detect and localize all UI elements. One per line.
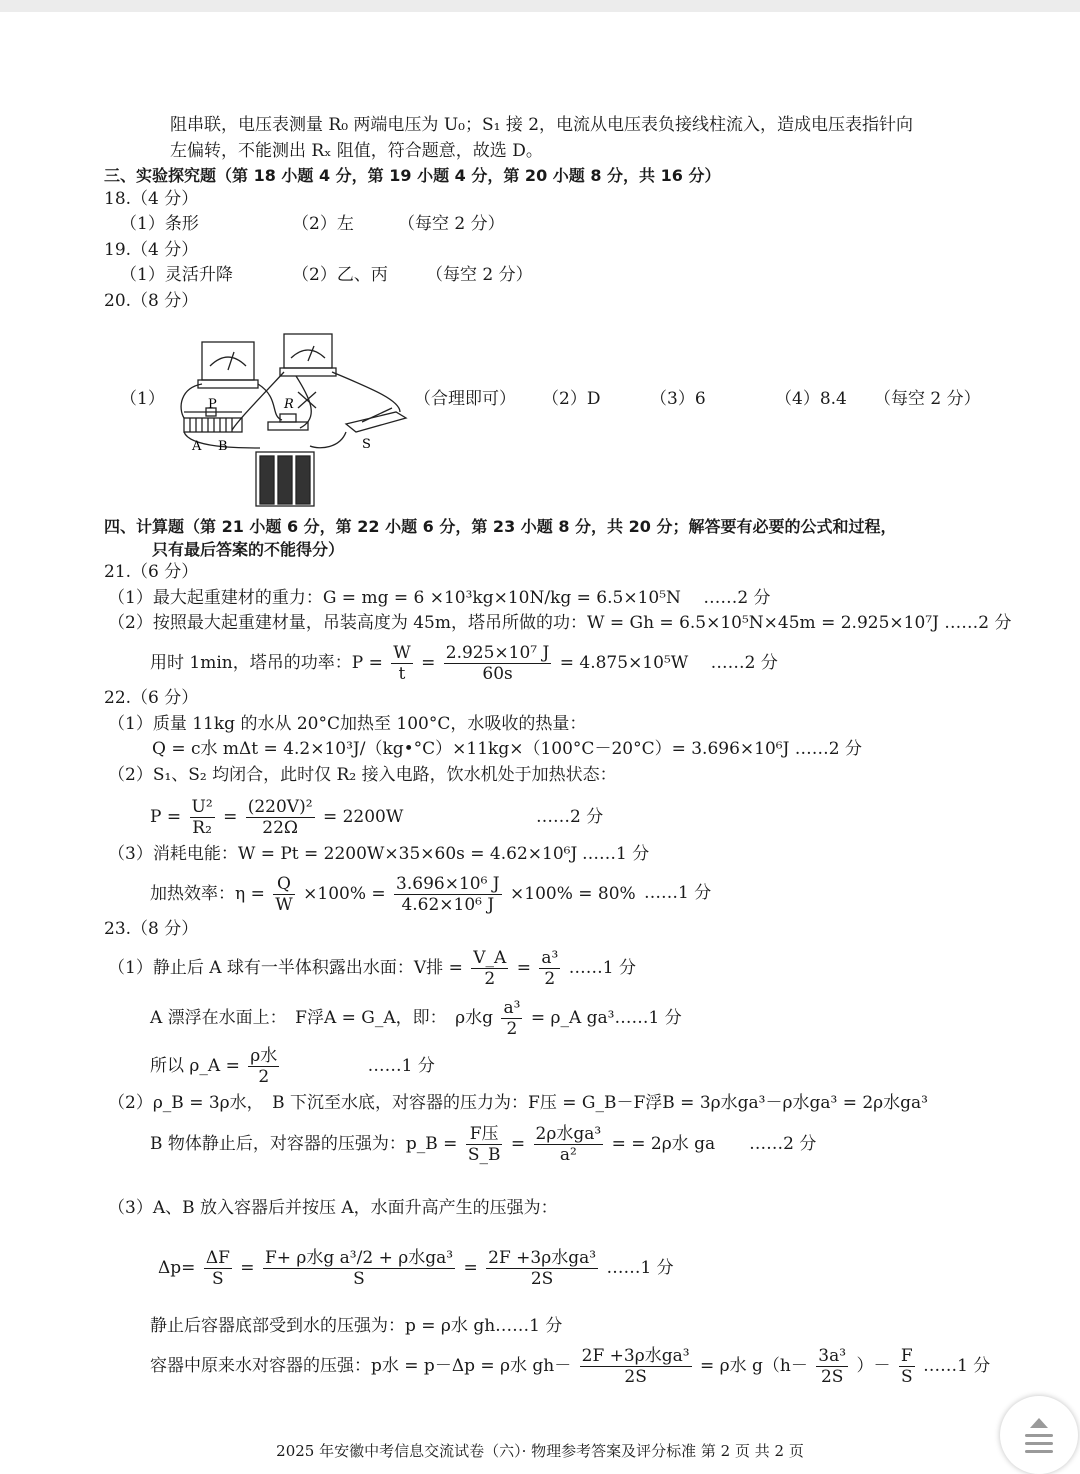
numerator: 2.925×10⁷ J — [445, 643, 550, 663]
label-r: R — [284, 397, 294, 412]
label-b: B — [218, 439, 228, 454]
denominator: 2S — [624, 1367, 647, 1387]
q22-power-prefix: P = — [150, 807, 182, 827]
q18-title: 18.（4 分） — [104, 189, 199, 209]
q23-line-4: （2）ρ_B = 3ρ水， B 下沉至水底，对容器的压力为：F压 = G_B－F浮B = 3ρ水ga³－ρ水ga³ = 2ρ水ga³ — [108, 1093, 928, 1113]
q18-answer-2: （2）左 — [292, 214, 354, 234]
q21-power-prefix: 用时 1min，塔吊的功率：P = — [150, 653, 383, 673]
q22-power-result: = 2200W — [322, 807, 404, 827]
q22-line-2: Q = c水 mΔt = 4.2×10³J/（kg•°C）×11kg×（100°C－20°C）= 3.696×10⁶J ……2 分 — [152, 739, 863, 759]
q23-line-8: 静止后容器底部受到水的压强为：p = ρ水 gh……1 分 — [150, 1316, 563, 1336]
q23-line-9-mid: = ρ水 g（h－ — [699, 1356, 808, 1376]
q18-score-note: （每空 2 分） — [398, 214, 505, 234]
q20-score-note: （每空 2 分） — [874, 389, 981, 409]
equals-sign: = — [510, 1134, 526, 1154]
q23-line-3-score: ……1 分 — [367, 1056, 435, 1076]
q23-line-5 — [150, 1122, 816, 1166]
denominator: 2 — [484, 969, 496, 989]
fraction — [246, 797, 315, 838]
q23-line-9-score: ……1 分 — [923, 1356, 991, 1376]
q23-line-6: （3）A、B 放入容器后并按压 A，水面升高产生的压强为： — [108, 1198, 558, 1218]
circuit-diagram — [170, 328, 420, 510]
numerator: 2F +3ρ水ga³ — [581, 1346, 690, 1366]
q20-title: 20.（8 分） — [104, 291, 199, 311]
numerator: W — [393, 643, 411, 663]
q22-efficiency-result: ×100% = 80% — [510, 884, 636, 904]
q20-answer-2: （2）D — [542, 389, 601, 409]
q23-line-3-prefix: 所以 ρ_A = — [150, 1056, 240, 1076]
numerator: U² — [191, 797, 213, 817]
q22-line-5: （3）消耗电能：W = Pt = 2200W×35×60s = 4.62×10⁶J — [108, 844, 578, 864]
fraction — [391, 643, 412, 684]
q23-line-2 — [150, 996, 682, 1040]
q22-line-5-score: ……1 分 — [582, 844, 650, 864]
fraction — [539, 948, 560, 989]
scroll-button[interactable] — [1000, 1396, 1078, 1474]
q23-line-1-prefix: （1）静止后 A 球有一半体积露出水面：V排 = — [108, 958, 463, 978]
label-p: P — [208, 397, 217, 412]
q22-efficiency-prefix: 加热效率：η = — [150, 884, 265, 904]
q22-efficiency-mid: ×100% = — [303, 884, 386, 904]
fraction — [394, 874, 502, 915]
q21-title: 21.（6 分） — [104, 562, 199, 582]
q22-power-score: ……2 分 — [536, 807, 604, 827]
resistor-icon — [268, 422, 308, 430]
q21-line-2: （2）按照最大起重建材量，吊装高度为 45m，塔吊所做的功：W = Gh = 6.5×10⁵N×45m = 2.925×10⁷J ……2 分 — [108, 613, 1012, 633]
denominator: R₂ — [192, 818, 212, 838]
denominator: 60s — [482, 664, 513, 684]
fraction — [816, 1346, 848, 1387]
denominator: 2 — [506, 1019, 518, 1039]
q18-answer-1: （1）条形 — [120, 214, 199, 234]
denominator: 2S — [530, 1269, 554, 1289]
page-footer: 2025 年安徽中考信息交流试卷（六）· 物理参考答案及评分标准 第 2 页 共 2 页 — [276, 1442, 804, 1460]
fraction — [204, 1248, 232, 1289]
q23-line-7-prefix: Δp= — [158, 1258, 196, 1278]
scroll-bar-icon — [1025, 1434, 1053, 1437]
denominator: S — [212, 1269, 224, 1289]
q23-line-2-suffix: = ρ_A ga³……1 分 — [530, 1008, 682, 1028]
rheostat-icon — [184, 418, 242, 432]
numerator: F压 — [466, 1124, 503, 1145]
denominator: a² — [559, 1145, 577, 1165]
scroll-bar-icon — [1025, 1442, 1053, 1445]
ammeter-icon — [284, 334, 332, 368]
numerator: F — [900, 1346, 913, 1366]
q23-line-9-mid2: ）－ — [856, 1356, 891, 1376]
fraction — [486, 1248, 598, 1289]
q22-line-1: （1）质量 11kg 的水从 20°C加热至 100°C，水吸收的热量： — [108, 714, 587, 734]
label-a: A — [192, 439, 202, 454]
q22-title: 22.（6 分） — [104, 688, 199, 708]
denominator: t — [398, 664, 406, 684]
q23-line-9-prefix: 容器中原来水对容器的压强：p水 = p－Δp = ρ水 gh－ — [150, 1356, 572, 1376]
q22-line-3: （2）S₁、S₂ 均闭合，此时仅 R₂ 接入电路，饮水机处于加热状态： — [108, 765, 617, 785]
fraction — [190, 797, 215, 838]
q23-line-5-prefix: B 物体静止后，对容器的压强为：p_B = — [150, 1134, 458, 1154]
q19-score-note: （每空 2 分） — [426, 265, 533, 285]
denominator: S — [353, 1269, 365, 1289]
fraction — [471, 948, 508, 989]
q22-power-line — [150, 795, 403, 839]
numerator: 2F +3ρ水ga³ — [488, 1248, 597, 1268]
numerator: ΔF — [205, 1248, 230, 1268]
label-s: S — [362, 437, 371, 452]
numerator: a³ — [503, 998, 521, 1018]
denominator: 4.62×10⁶ J — [401, 895, 495, 915]
q22-efficiency-line — [150, 872, 636, 916]
fraction — [501, 998, 522, 1039]
voltmeter-icon — [202, 342, 254, 380]
denominator: 2S — [820, 1367, 844, 1387]
numerator: F+ ρ水g a³/2 + ρ水ga³ — [264, 1248, 454, 1268]
section4-heading-line2: 只有最后答案的不能得分） — [152, 540, 345, 559]
q21-power-result: = 4.875×10⁵W ……2 分 — [559, 653, 778, 673]
q22-efficiency-score: ……1 分 — [644, 883, 712, 903]
denominator: 2 — [544, 969, 556, 989]
fraction — [263, 1248, 455, 1289]
denominator: 2 — [258, 1067, 270, 1087]
q23-line-7 — [158, 1244, 674, 1292]
q23-line-5-suffix: = = 2ρ水 ga ……2 分 — [611, 1134, 817, 1154]
q23-line-1-score: ……1 分 — [568, 958, 636, 978]
q23-line-2-prefix: A 漂浮在水面上： F浮A = G_A，即： ρ水g — [150, 1008, 494, 1028]
q23-line-1 — [108, 946, 636, 990]
fraction — [466, 1124, 503, 1165]
equals-sign: = — [463, 1258, 478, 1278]
q23-title: 23.（8 分） — [104, 919, 199, 939]
q20-answer-4: （4）8.4 — [775, 389, 847, 409]
section4-heading-line1: 四、计算题（第 21 小题 6 分，第 22 小题 6 分，第 23 小题 8 分，共 20 分；解答要有必要的公式和过程， — [104, 517, 897, 536]
equals-sign: = — [240, 1258, 255, 1278]
q20-answer-3: （3）6 — [650, 389, 706, 409]
scroll-up-icon — [1030, 1418, 1048, 1428]
q21-power-line — [150, 641, 778, 685]
numerator: 2ρ水ga³ — [535, 1124, 602, 1144]
q23-line-7-score: ……1 分 — [606, 1258, 674, 1278]
q20-answer-1-note: （合理即可） — [414, 389, 516, 409]
intro-line-1: 阻串联，电压表测量 R₀ 两端电压为 U₀；S₁ 接 2，电流从电压表负接线柱流入，造成电压表指针向 — [170, 115, 914, 135]
fraction — [248, 1046, 279, 1087]
q23-line-3 — [150, 1044, 435, 1088]
denominator: S_B — [467, 1145, 501, 1165]
numerator: a³ — [541, 948, 559, 968]
equals-sign: = — [421, 653, 436, 673]
fraction — [444, 643, 552, 684]
fraction — [580, 1346, 692, 1387]
fraction — [534, 1124, 604, 1165]
equals-sign: = — [516, 958, 531, 978]
denominator: S — [900, 1367, 913, 1387]
denominator: W — [275, 895, 293, 915]
intro-line-2: 左偏转，不能测出 Rₓ 阻值，符合题意，故选 D。 — [170, 141, 543, 161]
q19-answer-1: （1）灵活升降 — [120, 265, 233, 285]
fraction — [273, 874, 294, 915]
numerator: ρ水 — [250, 1046, 278, 1066]
q23-line-9 — [150, 1344, 990, 1388]
numerator: 3.696×10⁶ J — [396, 874, 500, 894]
numerator: Q — [273, 874, 294, 895]
section3-heading: 三、实验探究题（第 18 小题 4 分，第 19 小题 4 分，第 20 小题 8 分，共 16 分） — [104, 166, 721, 185]
denominator: 22Ω — [262, 818, 298, 838]
q19-answer-2: （2）乙、丙 — [292, 265, 388, 285]
fraction — [899, 1346, 915, 1387]
q20-answer-1: （1） — [120, 389, 165, 409]
q21-line-1: （1）最大起重建材的重力：G = mg = 6 ×10³kg×10N/kg = 6.5×10⁵N ……2 分 — [108, 588, 771, 608]
scroll-bar-icon — [1025, 1450, 1053, 1453]
top-status-strip — [0, 0, 1080, 12]
numerator: 3a³ — [818, 1346, 847, 1366]
equals-sign: = — [223, 807, 238, 827]
numerator: V_A — [473, 948, 507, 968]
q19-title: 19.（4 分） — [104, 240, 199, 260]
numerator: (220V)² — [247, 797, 313, 817]
